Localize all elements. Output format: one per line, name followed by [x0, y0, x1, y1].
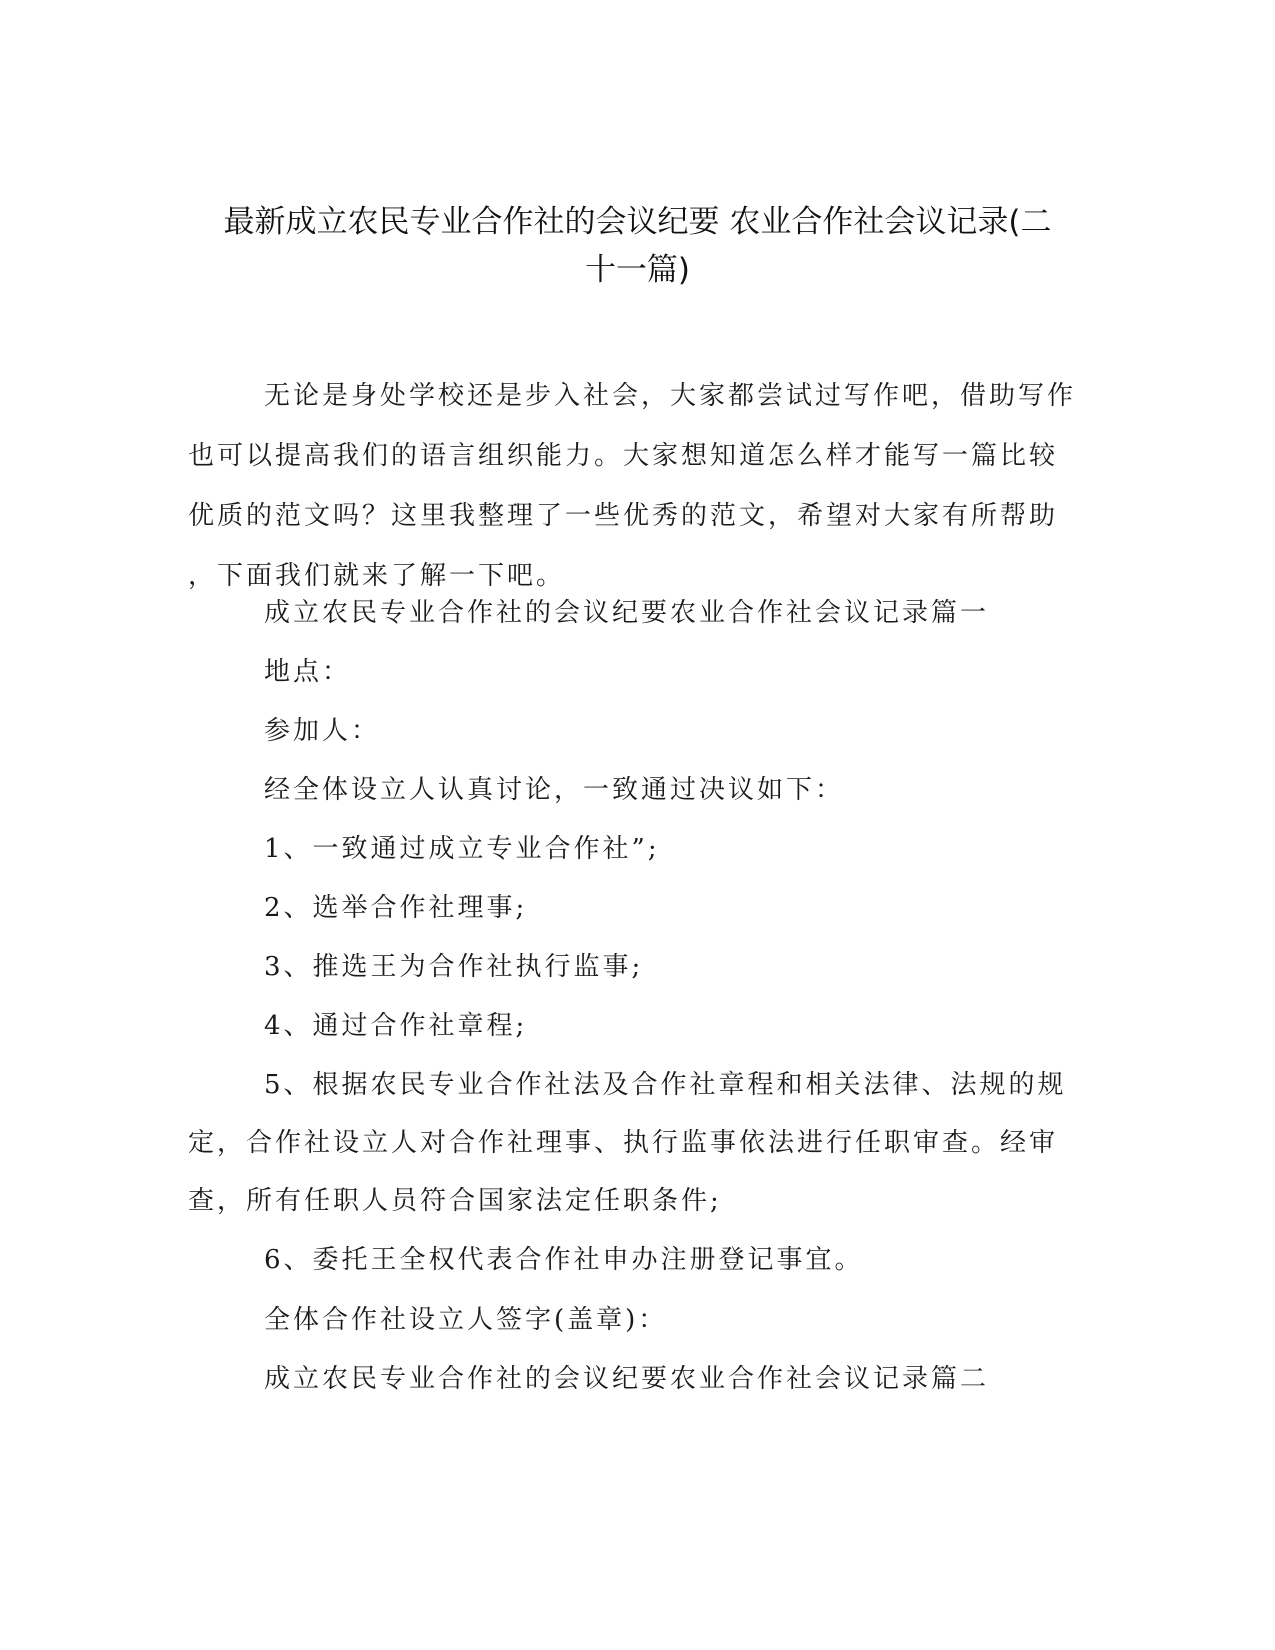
section-heading-2: 成立农民专业合作社的会议纪要农业合作社会议记录篇二: [264, 1364, 990, 1394]
intro-line: 无论是身处学校还是步入社会，大家都尝试过写作吧，借助写作: [264, 381, 1077, 411]
intro-line: 也可以提高我们的语言组织能力。大家想知道怎么样才能写一篇比较: [188, 441, 1059, 471]
resolution-item-5-line: 定，合作社设立人对合作社理事、执行监事依法进行任职审查。经审: [188, 1128, 1059, 1158]
intro-line: ，下面我们就来了解一下吧。: [188, 561, 566, 591]
resolution-item-5-line: 5、根据农民专业合作社法及合作社章程和相关法律、法规的规: [264, 1070, 1067, 1100]
resolution-item-5-line: 查，所有任职人员符合国家法定任职条件;: [188, 1186, 722, 1216]
intro-line: 优质的范文吗？这里我整理了一些优秀的范文，希望对大家有所帮助: [188, 501, 1059, 531]
document-title: [150, 198, 1125, 294]
title-line-2: 十一篇): [584, 252, 691, 288]
title-line-1: 最新成立农民专业合作社的会议纪要 农业合作社会议记录(二: [223, 204, 1052, 240]
resolution-item-6: 6、委托王全权代表合作社申办注册登记事宜。: [264, 1245, 864, 1275]
resolution-intro: 经全体设立人认真讨论，一致通过决议如下：: [264, 775, 845, 805]
resolution-item-1: 1、一致通过成立专业合作社”;: [264, 834, 660, 864]
intro-paragraph: [188, 366, 1088, 606]
resolution-item-3: 3、推选王为合作社执行监事;: [264, 952, 644, 982]
resolution-item-4: 4、通过合作社章程;: [264, 1011, 528, 1041]
resolution-item-2: 2、选举合作社理事;: [264, 893, 528, 923]
attendees-label: 参加人：: [264, 716, 381, 746]
signature-label: 全体合作社设立人签字(盖章)：: [264, 1305, 668, 1335]
section-heading-1: 成立农民专业合作社的会议纪要农业合作社会议记录篇一: [264, 598, 990, 628]
place-label: 地点：: [264, 657, 352, 687]
